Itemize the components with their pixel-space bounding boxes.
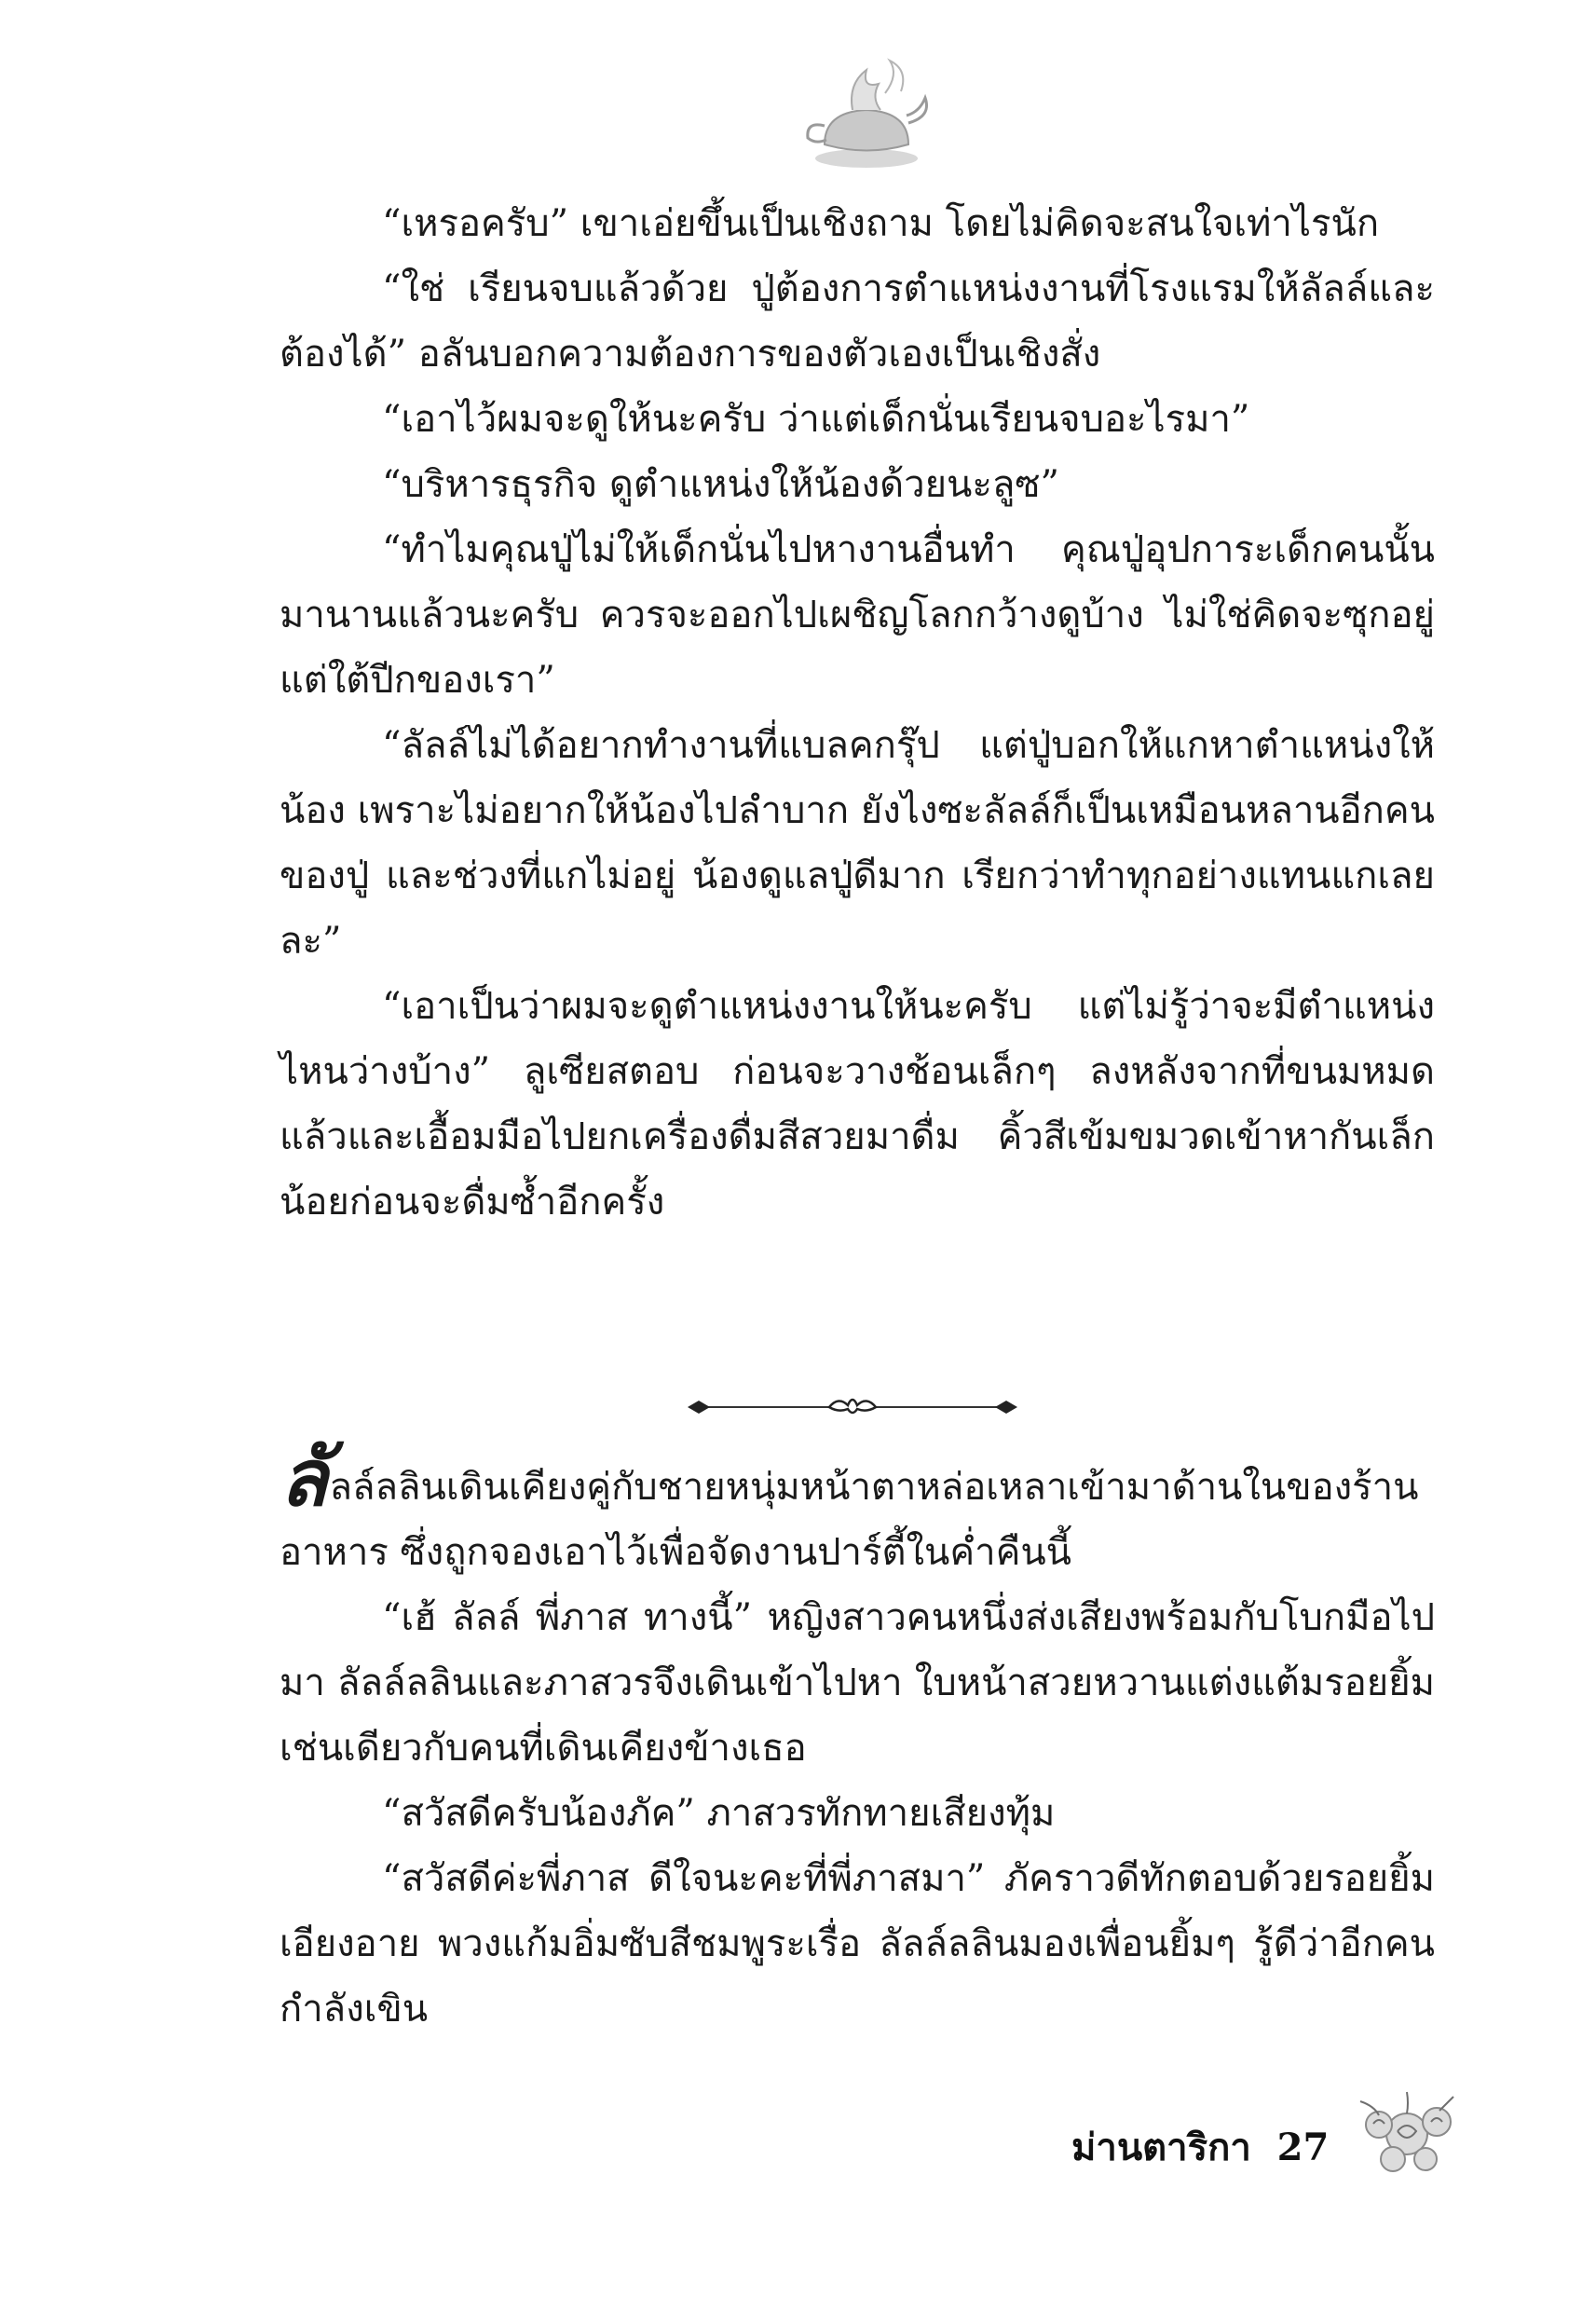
paragraph: “เฮ้ ลัลล์ พี่ภาส ทางนี้” หญิงสาวคนหนึ่งส่งเสียงพร้อมกับโบกมือไปมา ลัลล์ลลินและภาสวรจึงเดินเข้าไปหา ใบหน้าสวยหวานแต่งแต้มรอยยิ้ม เช่นเดียวกับคนที่เดินเคียงข้างเธอ xyxy=(280,1596,1435,1770)
dropcap-paragraph-text: ลล์ลลินเดินเคียงคู่กับชายหนุ่มหน้าตาหล่อเหลาเข้ามาด้านในของร้านอาหาร ซึ่งถูกจองเอาไว้เพื่อจัดงานปาร์ตี้ในค่ำคืนนี้ xyxy=(280,1466,1419,1574)
paragraph: “ลัลล์ไม่ได้อยากทำงานที่แบลคกรุ๊ป แต่ปู่บอกให้แกหาตำแหน่งให้น้อง เพราะไม่อยากให้น้องไปลำบาก ยังไงซะลัลล์ก็เป็นเหมือนหลานอีกคนของปู่ และช่วงที่แกไม่อยู่ น้องดูแลปู่ดีมาก เรียกว่าทำทุกอย่างแทนแกเลยละ” xyxy=(280,724,1435,963)
book-title: ม่านตาริกา xyxy=(1071,2126,1251,2169)
page-footer xyxy=(1071,2117,1329,2177)
dropcap-paragraph xyxy=(280,1432,1435,1585)
page-number: 27 xyxy=(1276,2126,1330,2169)
paragraph: “เอาไว้ผมจะดูให้นะครับ ว่าแต่เด็กนั่นเรียนจบอะไรมา” xyxy=(382,398,1250,441)
scroll-divider-icon xyxy=(680,1388,1025,1426)
paragraph: “สวัสดีค่ะพี่ภาส ดีใจนะคะที่พี่ภาสมา” ภัคราวดีทักตอบด้วยรอยยิ้มเอียงอาย พวงแก้มอิ่มซับสีชมพูระเรื่อ ลัลล์ลลินมองเพื่อนยิ้มๆ รู้ดีว่าอีกคนกำลังเขิน xyxy=(280,1857,1435,2031)
paragraph: “เอาเป็นว่าผมจะดูตำแหน่งงานให้นะครับ แต่ไม่รู้ว่าจะมีตำแหน่งไหนว่างบ้าง” ลูเซียสตอบ ก่อนจะวางช้อนเล็กๆ ลงหลังจากที่ขนมหมดแล้วและเอื้อมมือไปยกเครื่องดื่มสีสวยมาดื่ม คิ้วสีเข้มขมวดเข้าหากันเล็กน้อยก่อนจะดื่มซ้ำอีกครั้ง xyxy=(280,985,1435,1224)
paragraph: “สวัสดีครับน้องภัค” ภาสวรทักทายเสียงทุ้ม xyxy=(382,1792,1056,1835)
body-text-bottom xyxy=(280,1432,1435,2042)
paragraph: “ทำไมคุณปู่ไม่ให้เด็กนั่นไปหางานอื่นทำ คุณปู่อุปการะเด็กคนนั้นมานานแล้วนะครับ ควรจะออกไปเผชิญโลกกว้างดูบ้าง ไม่ใช่คิดจะซุกอยู่แต่ใต้ปีกของเรา” xyxy=(280,528,1435,702)
teapot-ornament-icon xyxy=(797,56,936,177)
paragraph: “เหรอครับ” เขาเอ่ยขึ้นเป็นเชิงถาม โดยไม่คิดจะสนใจเท่าไรนัก xyxy=(382,202,1380,245)
rose-bouquet-icon xyxy=(1351,2083,1463,2185)
dropcap: ลั xyxy=(280,1432,328,1524)
body-text-top xyxy=(280,191,1435,1235)
paragraph: “บริหารธุรกิจ ดูตำแหน่งให้น้องด้วยนะลูซ” xyxy=(382,463,1059,506)
paragraph: “ใช่ เรียนจบแล้วด้วย ปู่ต้องการตำแหน่งงานที่โรงแรมให้ลัลล์และต้องได้” อลันบอกความต้องการของตัวเองเป็นเชิงสั่ง xyxy=(280,267,1435,376)
